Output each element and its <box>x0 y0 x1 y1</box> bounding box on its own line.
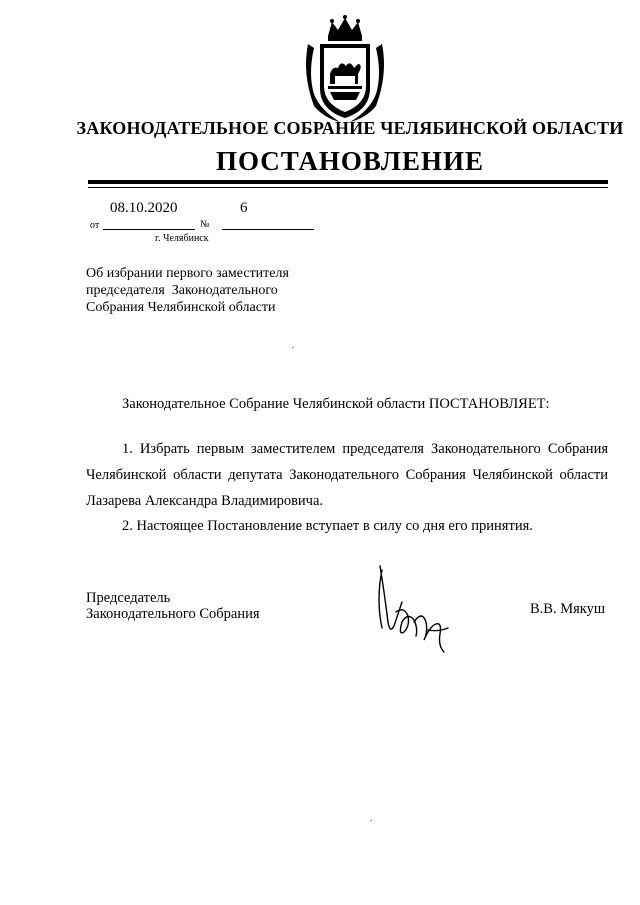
organization-name: ЗАКОНОДАТЕЛЬНОЕ СОБРАНИЕ ЧЕЛЯБИНСКОЙ ОБЛАСТИ <box>76 118 624 138</box>
scan-speck <box>292 347 294 348</box>
signer-title-line: Законодательного Собрания <box>86 606 260 622</box>
subject-line: Собрания Челябинской области <box>86 300 276 315</box>
header-rule-thick <box>88 180 608 184</box>
resolution-item-1-line: Лазарева Александра Владимировича. <box>86 493 324 509</box>
document-type-title: ПОСТАНОВЛЕНИЕ <box>215 146 485 176</box>
item-text: 1. Избрать первым заместителем председателя Законодательного Собрания <box>122 441 608 457</box>
handwritten-signature-icon <box>368 560 458 660</box>
subject-line: председателя Законодательного <box>86 283 278 298</box>
document-number: 6 <box>240 200 248 216</box>
scan-speck <box>370 820 372 821</box>
number-underline <box>222 229 314 230</box>
resolution-item-1-line <box>86 441 608 458</box>
subject-line: Об избрании первого заместителя <box>86 266 289 281</box>
header-rule-thin <box>88 187 608 188</box>
signer-title-line: Председатель <box>86 590 171 606</box>
document-date: 08.10.2020 <box>110 200 178 216</box>
resolution-item-2: 2. Настоящее Постановление вступает в силу со дня его принятия. <box>122 518 533 534</box>
resolution-intro: Законодательное Собрание Челябинской области ПОСТАНОВЛЯЕТ: <box>122 396 550 412</box>
resolution-item-1-line: Челябинской области депутата Законодательного Собрания Челябинской области <box>86 467 608 483</box>
city-label: г. Челябинск <box>155 233 209 244</box>
date-underline <box>103 229 195 230</box>
from-label: от <box>90 220 100 231</box>
signer-name: В.В. Мякуш <box>530 601 606 617</box>
coat-of-arms-icon <box>300 14 390 126</box>
number-label: № <box>200 219 210 230</box>
